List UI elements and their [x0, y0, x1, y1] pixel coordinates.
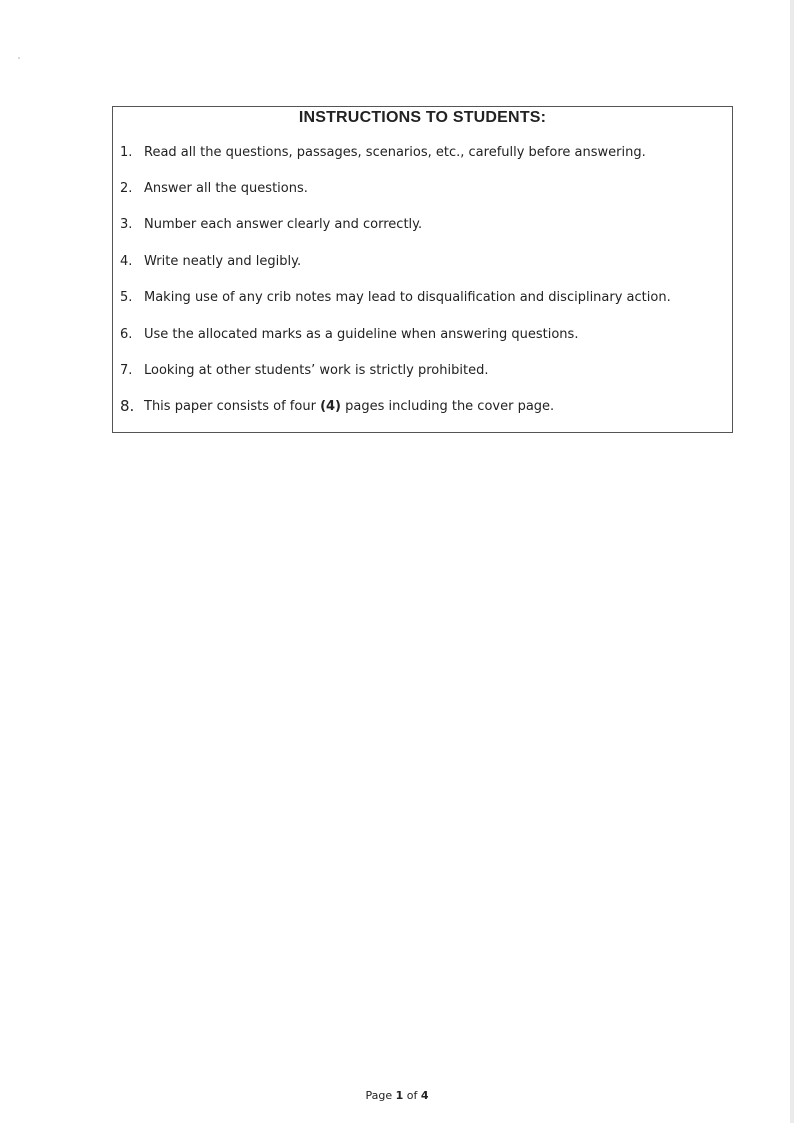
instruction-item	[113, 217, 723, 237]
instruction-number: 2.	[120, 181, 133, 196]
instruction-number: 7.	[120, 363, 133, 378]
instruction-number: 5.	[120, 290, 133, 305]
page-total: 4	[420, 1089, 429, 1102]
instruction-text: Answer all the questions.	[144, 181, 308, 196]
instruction-item	[113, 254, 723, 274]
instruction-text: Number each answer clearly and correctly.	[144, 217, 423, 232]
instructions-heading: INSTRUCTIONS TO STUDENTS:	[298, 109, 547, 126]
instruction-item	[113, 399, 723, 419]
instruction-item	[113, 327, 723, 347]
instruction-text: Read all the questions, passages, scenarios, etc., carefully before answering.	[144, 145, 646, 160]
instruction-number: 4.	[120, 254, 133, 269]
instructions-box	[112, 106, 733, 433]
instruction-number: 8.	[120, 397, 135, 415]
page-number: 1	[395, 1089, 404, 1102]
instruction-text: Use the allocated marks as a guideline when answering questions.	[144, 327, 579, 342]
instruction-item	[113, 181, 723, 201]
page-edge-shadow	[790, 0, 794, 1123]
instruction-text: Write neatly and legibly.	[144, 254, 302, 269]
scan-speck	[18, 57, 20, 59]
instruction-text-end: pages including the cover page.	[341, 399, 555, 414]
instruction-item	[113, 290, 723, 310]
instruction-text-start: This paper consists of four	[144, 399, 321, 414]
page-count-emphasis: (4)	[320, 399, 341, 414]
page-footer	[0, 1089, 794, 1102]
instruction-item	[113, 363, 723, 383]
instruction-number: 6.	[120, 327, 133, 342]
instruction-text: Looking at other students’ work is strictly prohibited.	[144, 363, 489, 378]
instruction-number: 3.	[120, 217, 133, 232]
instruction-text: Making use of any crib notes may lead to disqualification and disciplinary action.	[144, 290, 671, 305]
instruction-item	[113, 145, 723, 165]
of-label: of	[403, 1089, 421, 1102]
instruction-text	[144, 399, 554, 414]
instruction-number: 1.	[120, 145, 133, 160]
page-label: Page	[365, 1089, 396, 1102]
